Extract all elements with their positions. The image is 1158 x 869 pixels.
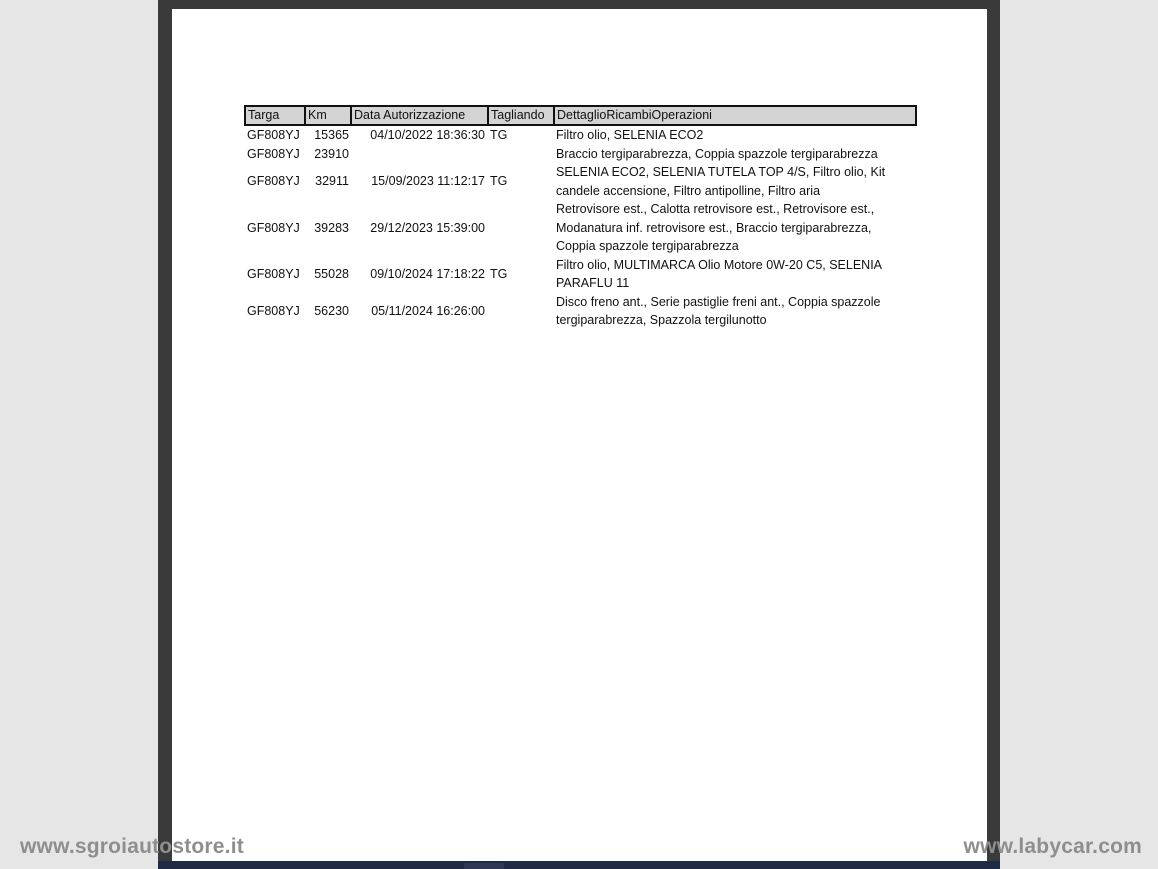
cell-targa: GF808YJ [247,220,300,235]
service-history-sheet [244,105,917,330]
cell-data: 05/11/2024 16:26:00 [371,303,485,318]
cell-km: 15365 [314,128,349,142]
table-header-row [245,106,916,125]
cell-km: 56230 [314,303,349,318]
cell-targa: GF808YJ [247,303,300,318]
cell-km: 23910 [314,146,349,161]
table-row [245,145,916,164]
cell-km: 39283 [314,220,349,235]
cell-data [351,145,488,164]
cell-data: 15/09/2023 11:12:17 [371,174,485,189]
cell-dettaglio: Filtro olio, MULTIMARCA Olio Motore 0W-20 C5, SELENIA PARAFLU 11 [556,257,882,290]
header-km: Km [305,106,351,125]
cell-tagliando: TG [490,266,508,281]
cell-targa: GF808YJ [247,128,300,142]
cell-tagliando: TG [490,174,508,189]
cell-tagliando: TG [490,128,508,142]
cell-dettaglio: Braccio tergiparabrezza, Coppia spazzole tergiparabrezza [556,146,878,161]
document-page [172,9,987,861]
watermark-left: www.sgroiautostore.it [20,835,244,858]
cell-targa: GF808YJ [247,146,300,161]
header-tagliando: Tagliando [488,106,554,125]
table-row [245,256,916,293]
cell-km: 32911 [315,174,349,189]
service-history-table [244,105,917,330]
table-row [245,293,916,330]
cell-targa: GF808YJ [247,174,300,189]
viewer-bottom-tab [464,863,504,869]
cell-dettaglio: Filtro olio, SELENIA ECO2 [556,128,704,142]
cell-km: 55028 [314,266,349,281]
cell-tagliando [488,293,554,330]
viewer-bottom-bar [158,861,1000,869]
table-row [245,125,916,145]
cell-dettaglio: Retrovisore est., Calotta retrovisore est., Retrovisore est., Modanatura inf. retrovisore est., Braccio tergiparabrezza, Coppia spazzole tergiparabrezza [556,202,875,253]
cell-targa: GF808YJ [247,266,300,281]
cell-tagliando [488,145,554,164]
cell-data: 09/10/2024 17:18:22 [370,266,485,281]
table-row [245,200,916,256]
header-dettaglio: DettaglioRicambiOperazioni [554,106,916,125]
cell-data: 29/12/2023 15:39:00 [370,220,485,235]
table-row [245,163,916,200]
header-data-autorizzazione: Data Autorizzazione [351,106,488,125]
cell-data: 04/10/2022 18:36:30 [370,128,485,142]
cell-dettaglio: SELENIA ECO2, SELENIA TUTELA TOP 4/S, Filtro olio, Kit candele accensione, Filtro antipolline, Filtro aria [556,165,886,198]
watermark-right: www.labycar.com [963,835,1142,858]
cell-tagliando [488,200,554,256]
header-targa: Targa [245,106,305,125]
cell-dettaglio: Disco freno ant., Serie pastiglie freni ant., Coppia spazzole tergiparabrezza, Spazzola tergilunotto [556,294,881,327]
